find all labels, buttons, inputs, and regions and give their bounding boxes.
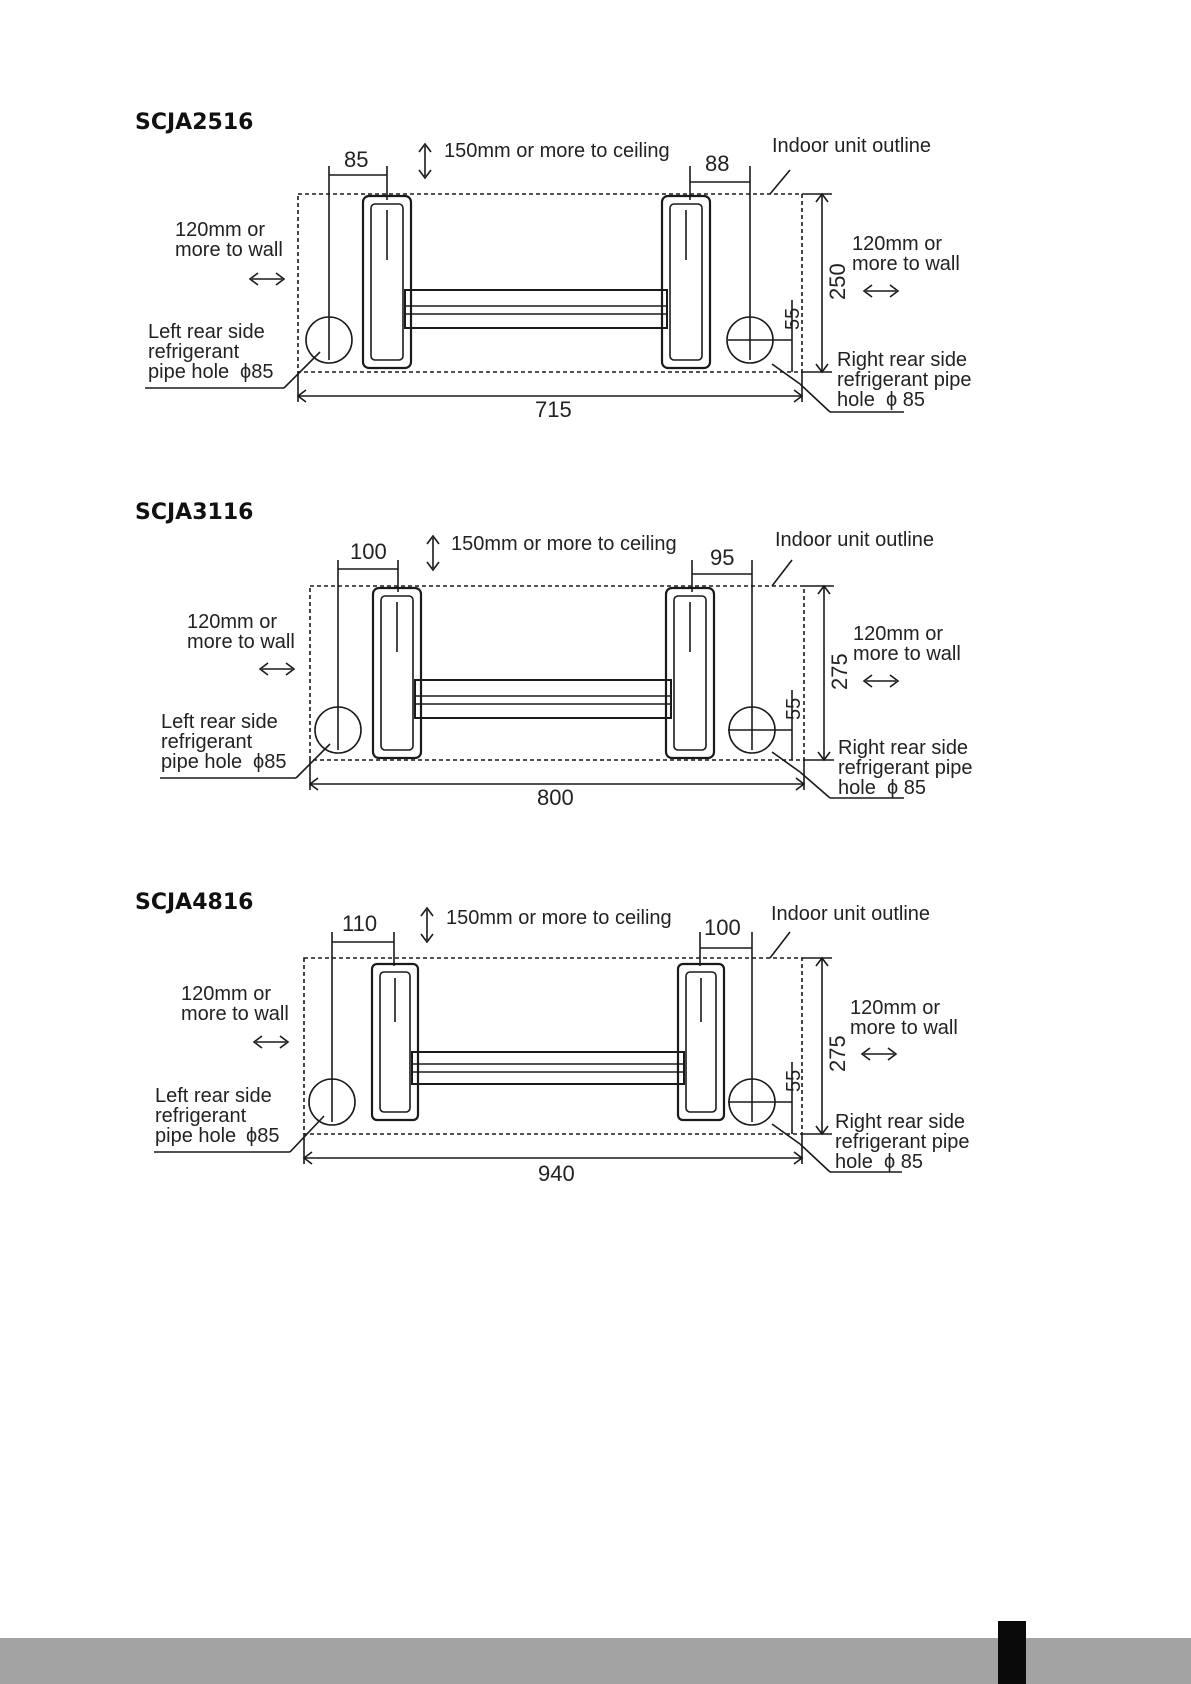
- left-hole-label-line1: Left rear side: [155, 1085, 272, 1107]
- left-wall-clearance-line1: 120mm or: [175, 219, 266, 241]
- left-hole-label-line1: Left rear side: [161, 711, 278, 733]
- width-dimension: 800: [537, 785, 574, 810]
- model-title: SCJA4816: [135, 890, 254, 915]
- right-wall-clearance-line2: more to wall: [850, 1017, 958, 1039]
- mounting-rail: [415, 680, 671, 718]
- height-dimension: 275: [825, 1035, 850, 1072]
- left-hole-label-line1: Left rear side: [148, 321, 265, 343]
- model-title: SCJA2516: [135, 110, 254, 135]
- left-offset-dimension: 85: [344, 147, 369, 172]
- mounting-rail: [412, 1052, 684, 1084]
- left-hole-label-line3: pipe hole: [161, 751, 243, 773]
- indoor-unit-outline: [298, 194, 802, 372]
- left-wall-clearance-line1: 120mm or: [181, 983, 272, 1005]
- width-dimension: 715: [535, 397, 572, 422]
- left-hole-diameter: ϕ85: [253, 751, 287, 773]
- diagram-drawing: [0, 130, 1191, 460]
- left-hole-label-line3: pipe hole: [148, 361, 230, 383]
- left-wall-clearance-line2: more to wall: [181, 1003, 289, 1025]
- ceiling-clearance-label: 150mm or more to ceiling: [451, 533, 677, 555]
- right-wall-clearance-line2: more to wall: [852, 253, 960, 275]
- mounting-rail: [405, 290, 667, 328]
- right-hole-label-line3: hole: [838, 777, 876, 799]
- right-hole-diameter: ϕ 85: [886, 389, 926, 411]
- ceiling-clearance-label: 150mm or more to ceiling: [444, 140, 670, 162]
- right-offset-dimension: 100: [704, 915, 741, 940]
- left-hole-diameter: ϕ85: [240, 361, 274, 383]
- left-hole-diameter: ϕ85: [246, 1125, 280, 1147]
- right-wall-clearance-line1: 120mm or: [850, 997, 941, 1019]
- mounting-diagram: [0, 130, 1191, 460]
- right-hole-diameter: ϕ 85: [887, 777, 927, 799]
- right-wall-clearance-line1: 120mm or: [853, 623, 944, 645]
- right-hole-label-line2: refrigerant pipe: [835, 1131, 970, 1153]
- height-dimension: 250: [825, 263, 850, 300]
- left-hole-label-line2: refrigerant: [148, 341, 240, 363]
- right-hole-label-line2: refrigerant pipe: [837, 369, 972, 391]
- right-hole-label-line1: Right rear side: [837, 349, 968, 371]
- right-hole-diameter: ϕ 85: [884, 1151, 924, 1173]
- left-offset-dimension: 110: [342, 911, 378, 936]
- hole-height-dimension: 55: [782, 307, 804, 330]
- height-dimension: 275: [827, 653, 852, 690]
- model-title: SCJA3116: [135, 500, 254, 525]
- left-wall-clearance-line1: 120mm or: [187, 611, 278, 633]
- indoor-outline-label: Indoor unit outline: [771, 903, 931, 925]
- ceiling-clearance-label: 150mm or more to ceiling: [446, 907, 672, 929]
- left-offset-dimension: 100: [350, 539, 387, 564]
- right-offset-dimension: 88: [705, 151, 730, 176]
- indoor-outline-label: Indoor unit outline: [775, 529, 935, 551]
- diagram-drawing: [0, 522, 1191, 852]
- right-hole-label-line1: Right rear side: [835, 1111, 966, 1133]
- right-hole-label-line2: refrigerant pipe: [838, 757, 973, 779]
- indoor-outline-label: Indoor unit outline: [772, 135, 932, 157]
- right-wall-clearance-line2: more to wall: [853, 643, 961, 665]
- mounting-diagram: [0, 522, 1191, 852]
- left-hole-label-line3: pipe hole: [155, 1125, 237, 1147]
- mounting-diagram: [0, 896, 1191, 1226]
- indoor-unit-outline: [304, 958, 805, 1134]
- right-hole-label-line3: hole: [837, 389, 875, 411]
- right-wall-clearance-line1: 120mm or: [852, 233, 943, 255]
- page-tab-marker: [998, 1621, 1026, 1684]
- diagram-drawing: [0, 896, 1191, 1226]
- right-offset-dimension: 95: [710, 545, 735, 570]
- left-hole-label-line2: refrigerant: [161, 731, 253, 753]
- left-wall-clearance-line2: more to wall: [187, 631, 295, 653]
- left-hole-label-line2: refrigerant: [155, 1105, 247, 1127]
- width-dimension: 940: [538, 1161, 575, 1186]
- hole-height-dimension: 55: [783, 697, 805, 720]
- hole-height-dimension: 55: [783, 1069, 805, 1092]
- right-hole-label-line3: hole: [835, 1151, 873, 1173]
- right-hole-label-line1: Right rear side: [838, 737, 969, 759]
- left-wall-clearance-line2: more to wall: [175, 239, 283, 261]
